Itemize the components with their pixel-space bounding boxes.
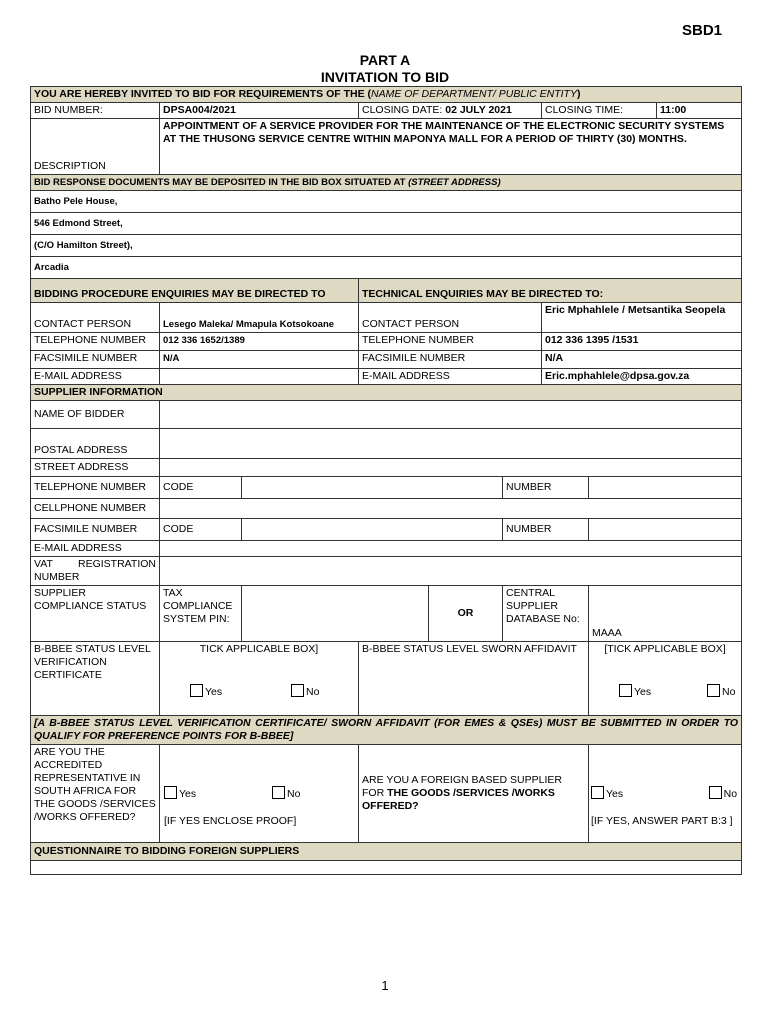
- foreign-question-plain: ARE YOU A FOREIGN BASED SUPPLIER FOR: [362, 774, 562, 799]
- deposit-heading: BID RESPONSE DOCUMENTS MAY BE DEPOSITED IN THE BID BOX SITUATED AT: [34, 177, 409, 188]
- csd-field[interactable]: [589, 586, 742, 642]
- accredited-yes[interactable]: [164, 786, 196, 801]
- bbbee-affidavit-label: B-BBEE STATUS LEVEL SWORN AFFIDAVIT: [359, 642, 589, 716]
- postal-address-label: POSTAL ADDRESS: [31, 429, 160, 459]
- supplier-fax-label: FACSIMILE NUMBER: [31, 519, 160, 541]
- description-label: DESCRIPTION: [31, 119, 160, 175]
- no-label: No: [306, 686, 320, 698]
- closing-date: 02 JULY 2021: [445, 104, 512, 116]
- postal-address-field[interactable]: [160, 429, 742, 459]
- bbbee-affidavit-yes[interactable]: [619, 684, 651, 699]
- street-address-label: STREET ADDRESS: [31, 459, 160, 477]
- checkbox[interactable]: [164, 786, 177, 799]
- telephone-number-field[interactable]: [589, 477, 742, 499]
- closing-time-label: CLOSING TIME:: [542, 103, 657, 119]
- fax-code-field[interactable]: [242, 519, 503, 541]
- name-of-bidder-label: NAME OF BIDDER: [31, 401, 160, 429]
- foreign-yes[interactable]: [591, 786, 623, 801]
- vat-label: VAT REGISTRATION NUMBER: [31, 557, 160, 586]
- invite-header: [31, 87, 742, 103]
- enclose-proof-note: [IF YES ENCLOSE PROOF]: [164, 815, 297, 827]
- tech-fax-label: FACSIMILE NUMBER: [359, 351, 542, 369]
- cellphone-label: CELLPHONE NUMBER: [31, 499, 160, 519]
- tick-label-right: [TICK APPLICABLE BOX]: [604, 643, 726, 655]
- bid-telephone-label: TELEPHONE NUMBER: [31, 333, 160, 351]
- bid-contact-person: Lesego Maleka/ Mmapula Kotsokoane: [160, 303, 359, 333]
- no-label: No: [287, 788, 301, 800]
- cellphone-field[interactable]: [160, 499, 742, 519]
- bbbee-status-label: B-BBEE STATUS LEVEL VERIFICATION CERTIFICATE: [31, 642, 160, 716]
- no-label: No: [722, 686, 736, 698]
- invite-suffix: ): [576, 88, 581, 100]
- deposit-line: Arcadia: [31, 257, 742, 279]
- bbbee-cert-yes[interactable]: [190, 684, 222, 699]
- bid-email: [160, 369, 359, 385]
- checkbox[interactable]: [591, 786, 604, 799]
- deposit-header: [31, 175, 742, 191]
- name-of-bidder-field[interactable]: [160, 401, 742, 429]
- vat-field[interactable]: [160, 557, 742, 586]
- foreign-question-bold: THE GOODS /SERVICES /WORKS OFFERED?: [362, 787, 555, 812]
- answer-part-note: [IF YES, ANSWER PART B:3 ]: [591, 815, 733, 827]
- telephone-number-label: NUMBER: [503, 477, 589, 499]
- no-label: No: [723, 788, 738, 800]
- bid-email-label: E-MAIL ADDRESS: [31, 369, 160, 385]
- tax-pin-field[interactable]: [242, 586, 429, 642]
- form-code: SBD1: [681, 22, 722, 39]
- yes-label: Yes: [634, 686, 652, 698]
- deposit-line: Batho Pele House,: [31, 191, 742, 213]
- bid-telephone: 012 336 1652/1389: [160, 333, 359, 351]
- csd-label: CENTRAL SUPPLIER DATABASE No:: [503, 586, 589, 642]
- page-title: INVITATION TO BID: [320, 69, 450, 85]
- tech-email-label: E-MAIL ADDRESS: [359, 369, 542, 385]
- yes-label: Yes: [179, 788, 197, 800]
- closing-date-label: CLOSING DATE:: [362, 104, 443, 116]
- bbbee-cert-no[interactable]: [291, 684, 319, 699]
- compliance-status-label: SUPPLIER COMPLIANCE STATUS: [31, 586, 160, 642]
- bid-fax: N/A: [160, 351, 359, 369]
- supplier-heading: SUPPLIER INFORMATION: [31, 385, 742, 401]
- bidding-enquiries-heading: BIDDING PROCEDURE ENQUIRIES MAY BE DIRECTED TO: [31, 279, 359, 303]
- questionnaire-body: [31, 861, 742, 875]
- bbbee-certificate-cell: [160, 642, 359, 716]
- closing-time: 11:00: [657, 103, 742, 119]
- bbbee-affidavit-cell: [589, 642, 742, 716]
- tick-label-left: TICK APPLICABLE BOX]: [199, 643, 319, 655]
- invite-prefix: YOU ARE HEREBY INVITED TO BID FOR REQUIREMENTS OF THE (: [34, 88, 371, 100]
- supplier-email-field[interactable]: [160, 541, 742, 557]
- foreign-answer-cell: [589, 745, 742, 843]
- checkbox[interactable]: [709, 786, 722, 799]
- tech-telephone-label: TELEPHONE NUMBER: [359, 333, 542, 351]
- maaa-prefix: MAAA: [592, 627, 622, 639]
- bid-number-label: BID NUMBER:: [31, 103, 160, 119]
- or-label: OR: [429, 586, 503, 642]
- checkbox[interactable]: [619, 684, 632, 697]
- foreign-no[interactable]: [709, 786, 737, 801]
- telephone-code-label: CODE: [160, 477, 242, 499]
- checkbox[interactable]: [707, 684, 720, 697]
- street-address-field[interactable]: [160, 459, 742, 477]
- checkbox[interactable]: [291, 684, 304, 697]
- yes-label: Yes: [606, 788, 624, 800]
- bid-description: APPOINTMENT OF A SERVICE PROVIDER FOR THE MAINTENANCE OF THE ELECTRONIC SECURITY SYSTEMS AT THE THUSONG SERVICE CENTRE WITHIN MAPONYA MALL FOR A PERIOD OF THIRTY (30) MONTHS.: [160, 119, 742, 175]
- yes-label: Yes: [205, 686, 223, 698]
- deposit-line: (C/O Hamilton Street),: [31, 235, 742, 257]
- bid-number: DPSA004/2021: [160, 103, 359, 119]
- technical-enquiries-heading: TECHNICAL ENQUIRIES MAY BE DIRECTED TO:: [359, 279, 742, 303]
- bid-contact-label: CONTACT PERSON: [31, 303, 160, 333]
- entity-placeholder: NAME OF DEPARTMENT/ PUBLIC ENTITY: [371, 88, 577, 100]
- tech-contact-label: CONTACT PERSON: [359, 303, 542, 333]
- supplier-telephone-label: TELEPHONE NUMBER: [31, 477, 160, 499]
- bid-fax-label: FACSIMILE NUMBER: [31, 351, 160, 369]
- foreign-question: [359, 745, 589, 843]
- bbbee-notice: [A B-BBEE STATUS LEVEL VERIFICATION CERTIFICATE/ SWORN AFFIDAVIT (FOR EMES & QSEs) MUST BE SUBMITTED IN ORDER TO QUALIFY FOR PREFERENCE POINTS FOR B-BBEE]: [31, 716, 742, 745]
- closing-date-cell: [359, 103, 542, 119]
- tech-telephone: 012 336 1395 /1531: [542, 333, 742, 351]
- supplier-email-label: E-MAIL ADDRESS: [31, 541, 160, 557]
- fax-code-label: CODE: [160, 519, 242, 541]
- questionnaire-heading: QUESTIONNAIRE TO BIDDING FOREIGN SUPPLIERS: [31, 843, 742, 861]
- bid-form-table: [30, 86, 742, 875]
- telephone-code-field[interactable]: [242, 477, 503, 499]
- fax-number-label: NUMBER: [503, 519, 589, 541]
- deposit-line: 546 Edmond Street,: [31, 213, 742, 235]
- tech-email: Eric.mphahlele@dpsa.gov.za: [542, 369, 742, 385]
- checkbox[interactable]: [190, 684, 203, 697]
- accredited-question: ARE YOU THE ACCREDITED REPRESENTATIVE IN SOUTH AFRICA FOR THE GOODS /SERVICES /WORKS OFFERED?: [31, 745, 160, 843]
- checkbox[interactable]: [272, 786, 285, 799]
- deposit-heading-italic: (STREET ADDRESS): [408, 177, 501, 188]
- part-title: PART A: [359, 52, 411, 68]
- tech-contact-person: Eric Mphahlele / Metsantika Seopela: [542, 303, 742, 333]
- tax-pin-label: TAX COMPLIANCE SYSTEM PIN:: [160, 586, 242, 642]
- accredited-answer-cell: [160, 745, 359, 843]
- page-number: 1: [381, 978, 389, 993]
- fax-number-field[interactable]: [589, 519, 742, 541]
- accredited-no[interactable]: [272, 786, 300, 801]
- tech-fax: N/A: [542, 351, 742, 369]
- bbbee-affidavit-no[interactable]: [707, 684, 735, 699]
